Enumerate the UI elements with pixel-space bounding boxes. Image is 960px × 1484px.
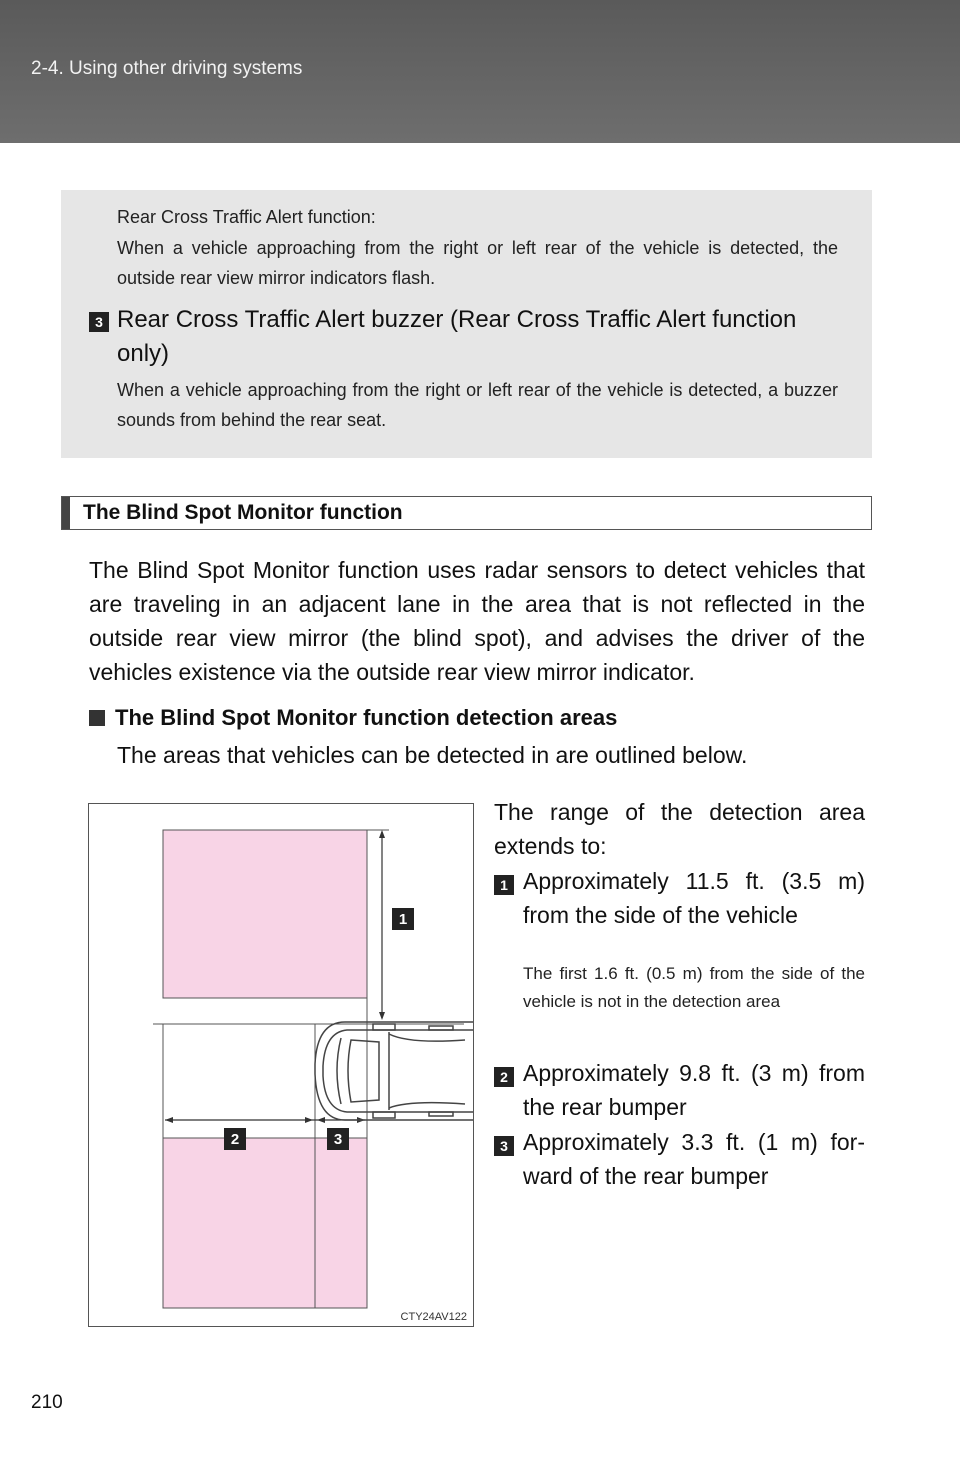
rcta-buzzer-heading: Rear Cross Traffic Alert buzzer (Rear Cross Traffic Alert function only)	[117, 306, 797, 367]
detection-area-figure	[88, 803, 474, 1327]
dim-2-arrow-right	[305, 1117, 313, 1123]
dim-3-arrow-left	[317, 1117, 325, 1123]
side-detection-zone	[163, 830, 367, 998]
callout-3-text: 3	[333, 1131, 343, 1148]
figure-code: CTY24AV122	[400, 1311, 467, 1323]
rcta-function-text: When a vehicle approaching from the right or left rear of the vehicle is detected, the outside rear view mirror indicators flash.	[117, 238, 838, 288]
subsection-title: The Blind Spot Monitor function detection areas	[115, 705, 618, 730]
section-title-box	[61, 496, 872, 530]
range-badge-1: 1	[494, 875, 514, 895]
range-item-2: Approximately 9.8 ft. (3 m) from the rear bumper	[523, 1060, 865, 1120]
range-badge-2: 2	[494, 1067, 514, 1087]
dim-1-arrow-bottom	[379, 1012, 385, 1020]
section-title: The Blind Spot Monitor function	[83, 501, 403, 524]
dim-2-arrow-left	[165, 1117, 173, 1123]
range-item-3: Approximately 3.3 ft. (1 m) for-ward of the rear bumper	[523, 1129, 865, 1189]
section-title-bar	[62, 497, 70, 529]
range-badge-3: 3	[494, 1136, 514, 1156]
callout-2-text: 2	[230, 1131, 240, 1148]
page-number: 210	[31, 1392, 63, 1413]
callout-badge-3: 3	[89, 312, 109, 332]
rcta-buzzer-text: When a vehicle approaching from the right or left rear of the vehicle is detected, a buzzer sounds from behind the rear seat.	[117, 380, 838, 430]
range-note: The first 1.6 ft. (0.5 m) from the side of the vehicle is not in the detection area	[523, 964, 865, 1011]
rcta-function-title: Rear Cross Traffic Alert function:	[117, 207, 376, 227]
vehicle-top-view-icon	[315, 1022, 473, 1120]
dim-1-arrow-top	[379, 830, 385, 838]
range-intro: The range of the detection area extends to:	[494, 799, 865, 859]
subsection-heading	[89, 705, 617, 731]
square-bullet-icon	[89, 710, 105, 726]
section-body: The Blind Spot Monitor function uses radar sensors to detect vehicles that are traveling in an adjacent lane in the area that is not reflected in the outside rear view mirror (the blind spot), and advises the driver of the vehicles existence via the outside rear view mirror indicator.	[89, 557, 865, 685]
range-item-1: Approximately 11.5 ft. (3.5 m) from the side of the vehicle	[523, 868, 865, 928]
rear-detection-zone	[163, 1138, 367, 1308]
callout-1-text: 1	[398, 911, 408, 928]
subsection-text: The areas that vehicles can be detected in are outlined below.	[117, 742, 748, 768]
page-header	[0, 0, 960, 143]
detection-area-diagram	[89, 804, 473, 1326]
section-breadcrumb: 2-4. Using other driving systems	[31, 58, 303, 79]
